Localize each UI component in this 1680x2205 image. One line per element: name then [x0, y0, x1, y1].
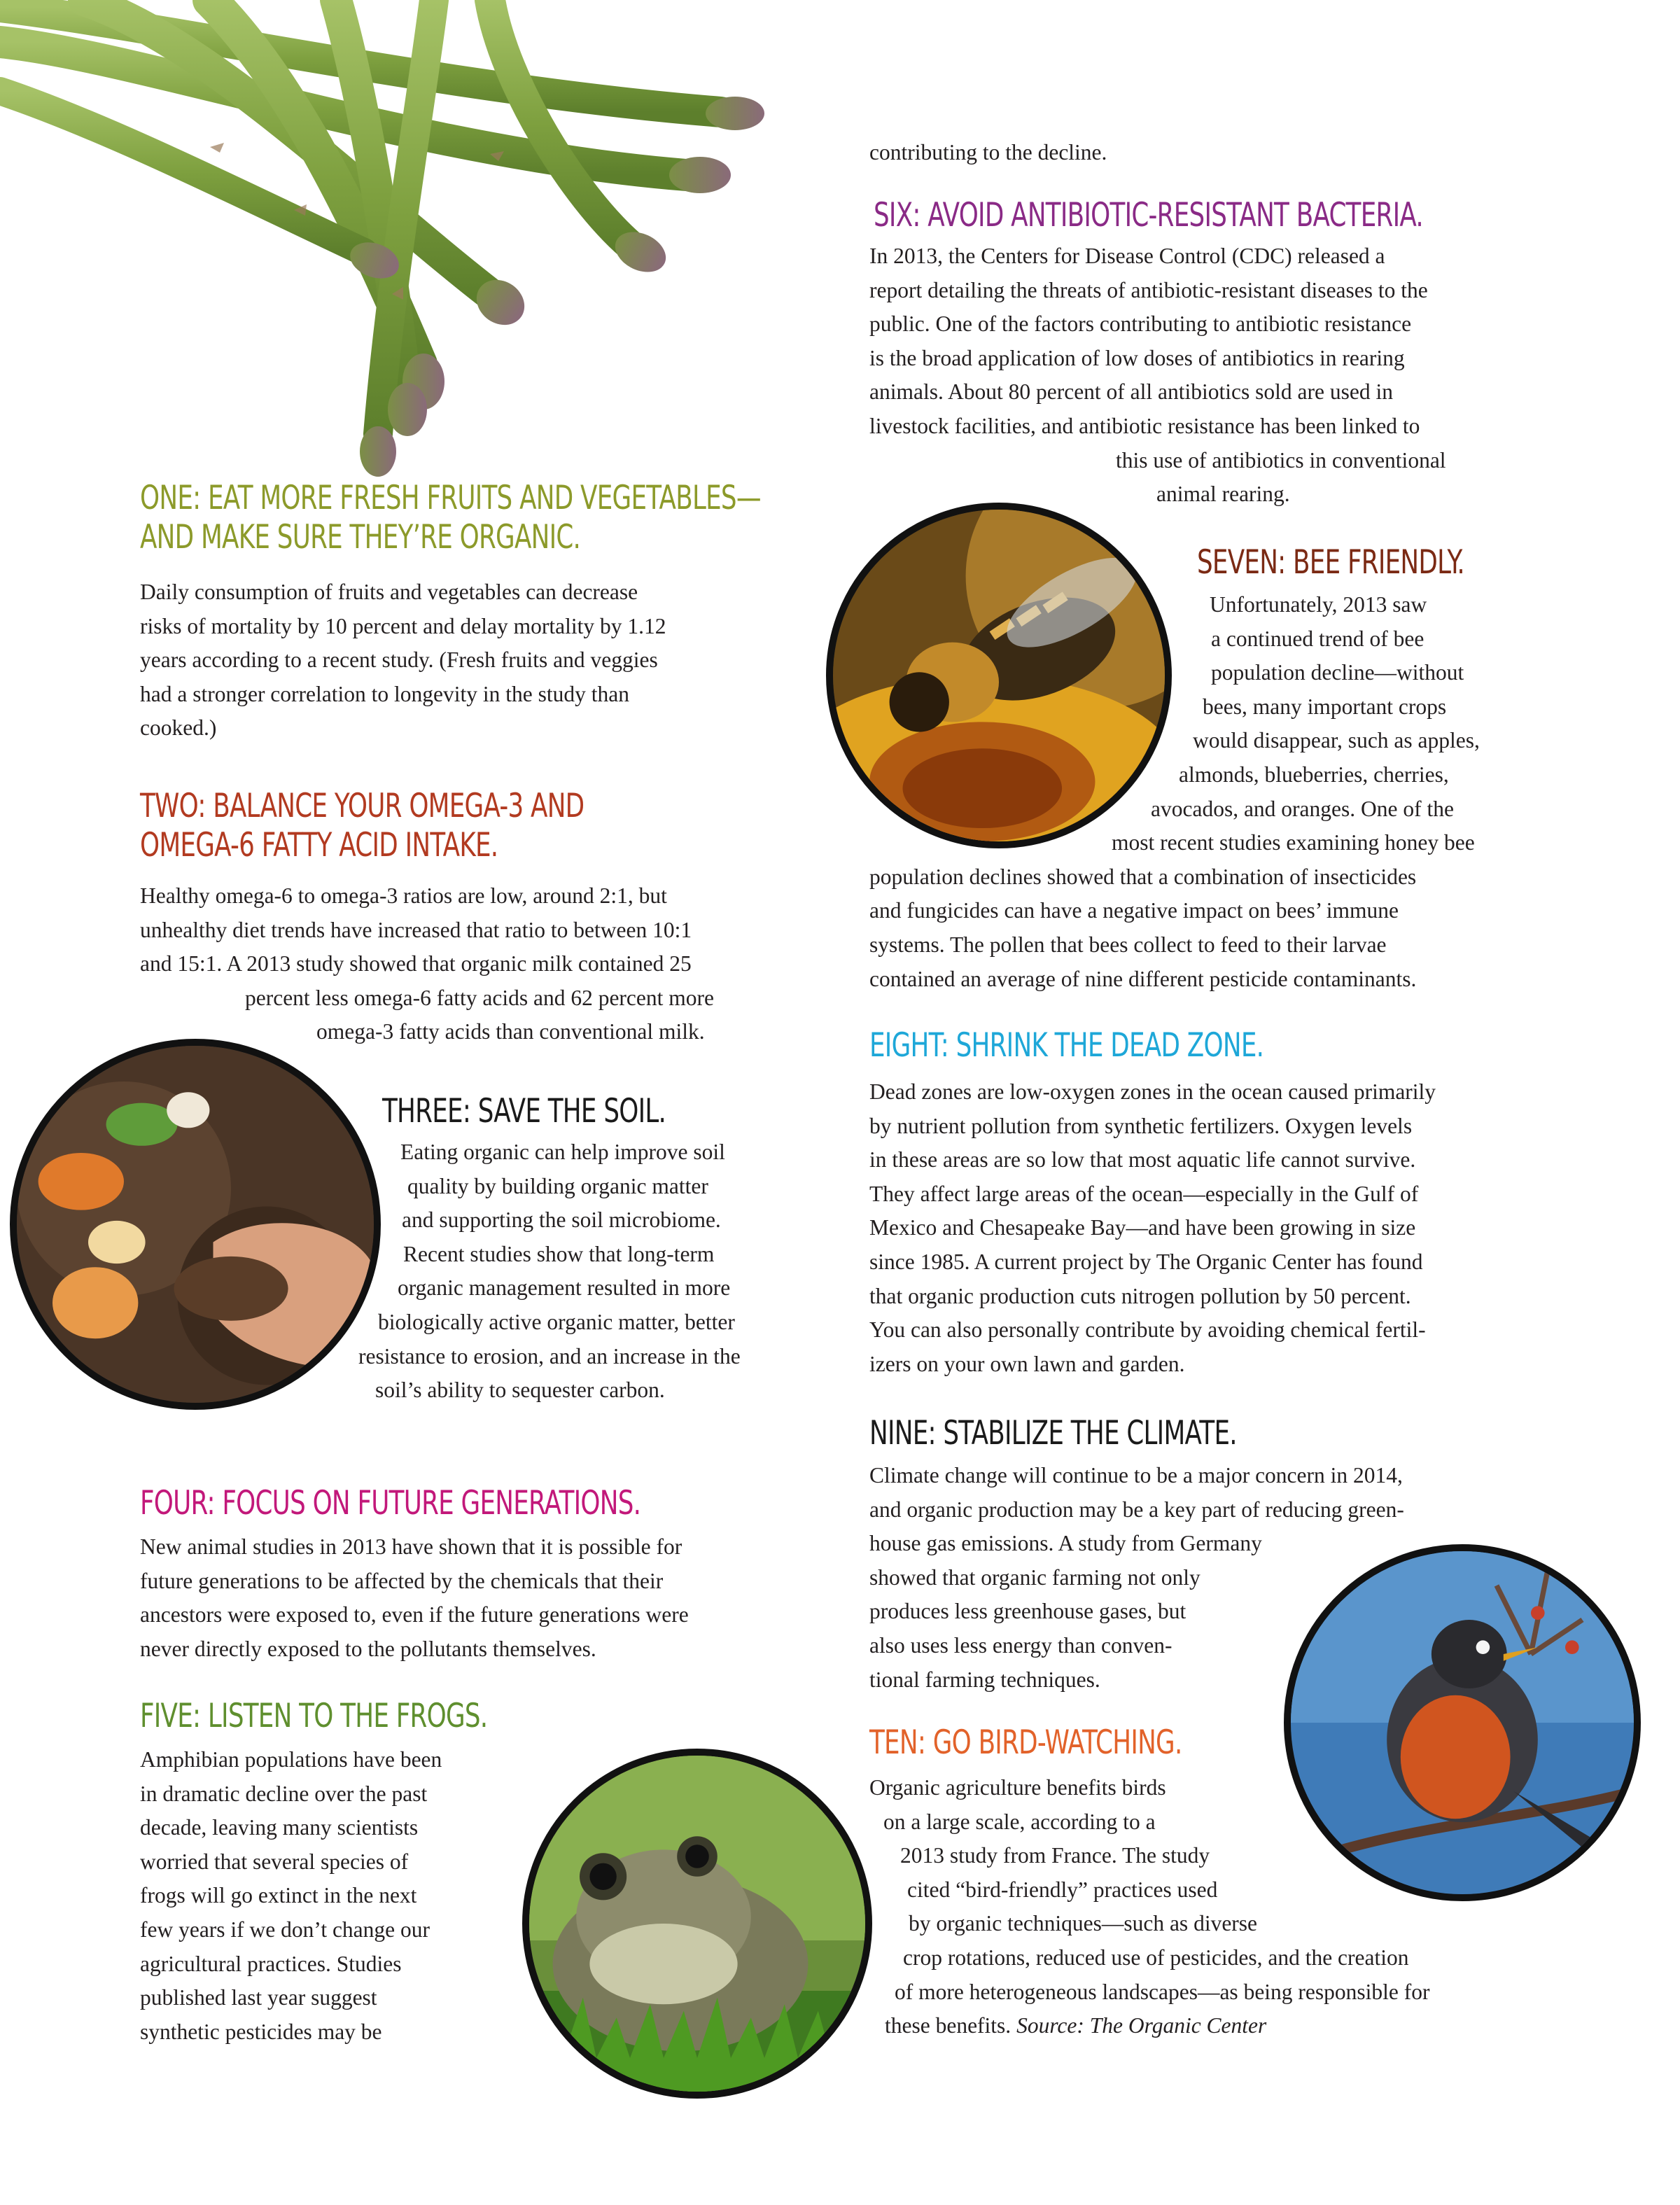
source-credit: Source: The Organic Center: [1016, 2013, 1267, 2038]
heading-eight: EIGHT: SHRINK THE DEAD ZONE.: [869, 1026, 1264, 1065]
soil-image: [10, 1039, 381, 1410]
heading-one: ONE: EAT MORE FRESH FRUITS AND VEGETABLES— AND MAKE SURE THEY’RE ORGANIC.: [140, 479, 761, 556]
paragraph-ten: Organic agriculture benefits birds on a large scale, according to a 2013 study from France. The study cited “bird-friendly” practices used by organic techniques—such as diverse crop rotations, reduced use of pesticides, and the creation of more heterogeneous landscapes—as being responsible for these benefits. Source: The Organic Center: [869, 1775, 1430, 2038]
asparagus-image: [0, 0, 770, 490]
paragraph-nine: Climate change will continue to be a major concern in 2014, and organic production may be a key part of reducing green- house gas emissions. A study from Germany showed that organic farming not only produces less greenhouse gases, but also uses less energy than conven- tional farming techniques.: [869, 1463, 1404, 1692]
paragraph-six: In 2013, the Centers for Disease Control (CDC) released a report detailing the threats of antibiotic-resistant diseases to the public. One of the factors contributing to antibiotic resistance is the broad application of low doses of antibiotics in rearing animals. About 80 percent of all antibiotics sold are used in livestock facilities, and antibiotic resistance has been linked to this use of antibiotics in conventional animal rearing.: [869, 244, 1446, 507]
heading-three: THREE: SAVE THE SOIL.: [382, 1092, 666, 1130]
paragraph-seven: Unfortunately, 2013 saw a continued trend of bee population decline—without bees, many important crops would disappear, such as apples, almonds, blueberries, cherries, avocados, and oranges. One of the most recent studies examining honey bee population declines showed that a combination of insecticides and fungicides can have a negative impact on bees’ immune systems. The pollen that bees collect to feed to their larvae contained an average of nine different pesticide contaminants.: [869, 592, 1480, 991]
paragraph-two: Healthy omega-6 to omega-3 ratios are low, around 2:1, but unhealthy diet trends have increased that ratio to between 10:1 and 15:1. A 2013 study showed that organic milk contained 25 percent less omega-6 fatty acids and 62 percent more omega-3 fatty acids than conventional milk.: [140, 883, 714, 1044]
heading-four: FOUR: FOCUS ON FUTURE GENERATIONS.: [140, 1484, 641, 1522]
paragraph-three: Eating organic can help improve soil quality by building organic matter and supporting the soil microbiome. Recent studies show that long-term organic management resulted in more biologically active organic matter, better resistance to erosion, and an increase in the soil’s ability to sequester carbon.: [358, 1140, 741, 1403]
paragraph-four: New animal studies in 2013 have shown that it is possible for future generations to be affected by the chemicals that their ancestors were exposed to, even if the future generations were never directly exposed to the pollutants themselves.: [140, 1534, 689, 1661]
heading-ten: TEN: GO BIRD-WATCHING.: [869, 1723, 1182, 1762]
paragraph-eight: Dead zones are low-oxygen zones in the ocean caused primarily by nutrient pollution from synthetic fertilizers. Oxygen levels in these areas are so low that most aquatic life cannot survive. They affect large areas of the ocean—especially in the Gulf of Mexico and Chesapeake Bay—and have been growing in size since 1985. A current project by The Organic Center has found that organic production cuts nitrogen pollution by 50 percent. You can also personally contribute by avoiding chemical fertil- izers on your own lawn and garden.: [869, 1079, 1436, 1376]
heading-nine: NINE: STABILIZE THE CLIMATE.: [869, 1414, 1237, 1452]
heading-two: TWO: BALANCE YOUR OMEGA-3 AND OMEGA-6 FATTY ACID INTAKE.: [140, 787, 584, 864]
paragraph-five: Amphibian populations have been in dramatic decline over the past decade, leaving many scientists worried that several species of frogs will go extinct in the next few years if we don’t change our agricultural practices. Studies published last year suggest synthetic pesticides may be: [140, 1747, 442, 2044]
paragraph-one: Daily consumption of fruits and vegetables can decrease risks of mortality by 10 percent and delay mortality by 1.12 years according to a recent study. (Fresh fruits and veggies had a stronger correlation to longevity in the study than cooked.): [140, 580, 666, 741]
heading-seven: SEVEN: BEE FRIENDLY.: [1197, 543, 1464, 582]
heading-five: FIVE: LISTEN TO THE FROGS.: [140, 1697, 488, 1735]
continuation-line: contributing to the decline.: [869, 140, 1107, 164]
heading-six: SIX: AVOID ANTIBIOTIC-RESISTANT BACTERIA.: [874, 196, 1424, 234]
frog-image: [522, 1749, 872, 2099]
